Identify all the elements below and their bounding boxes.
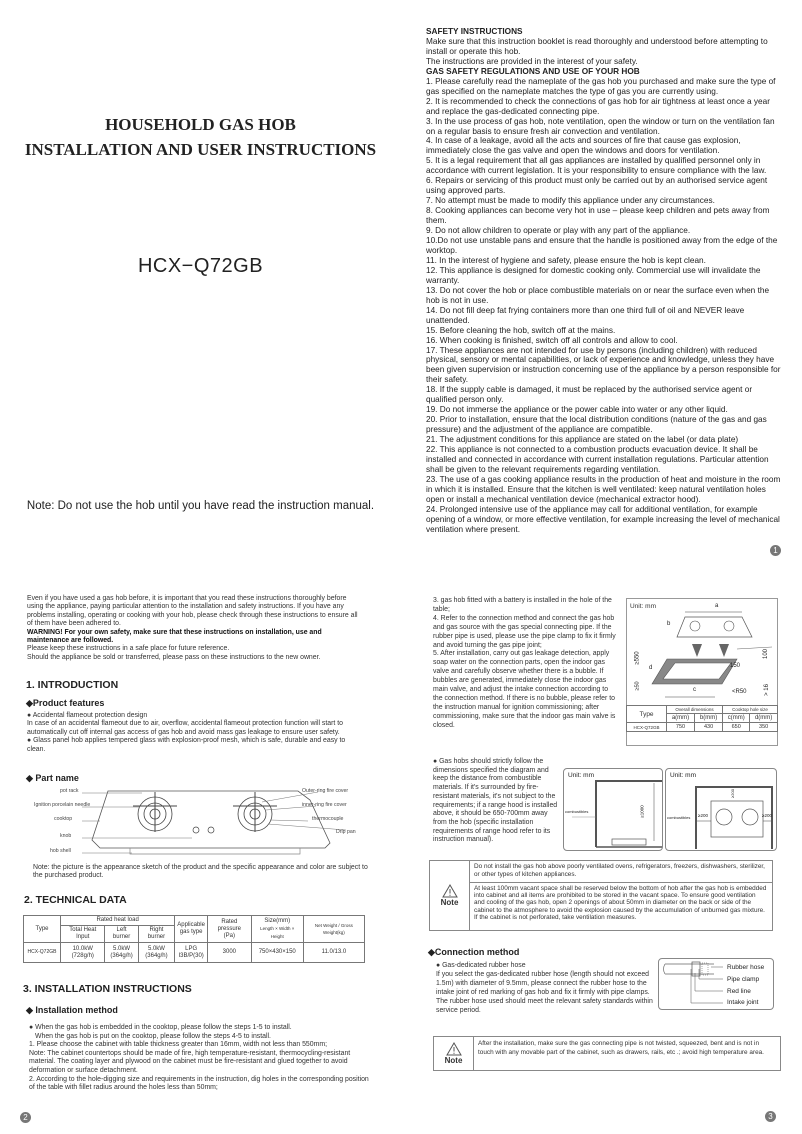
- dim-150: 150: [730, 663, 741, 669]
- connection-method-heading: ◆Connection method: [428, 947, 520, 957]
- connection-text: [436, 962, 661, 1015]
- safety-item: 21. The adjustment conditions for this appliance are stated on the label (or data plate): [426, 435, 739, 445]
- note-icon-cell: [430, 861, 470, 930]
- td-left: 5.0kW (364g/h): [105, 943, 138, 963]
- product-features: [27, 712, 362, 754]
- td-weight: 11.0/13.0: [303, 943, 364, 963]
- part-note: Note: the picture is the appearance sketch of the product and the specific appearance and color are subject to the purchased product.: [33, 864, 368, 880]
- td-pressure: 3000: [207, 943, 251, 963]
- safety-item: 6. Repairs or servicing of this product must only be carried out by an authorised service agent using approved parts.: [426, 176, 768, 196]
- install-step-4: 4. Refer to the connection method and connect the gas hob and gas source with the gas special connecting pipe. If the rubber pipe is used, please use the pipe clamp to fix it firmly and avoid turning the gas pipe joint;: [433, 614, 616, 649]
- safety-item: 14. Do not fill deep fat frying containers more than one third full of oil and NEVER leave unattended.: [426, 305, 745, 325]
- section-installation: 3. INSTALLATION INSTRUCTIONS: [23, 983, 192, 995]
- note2-icon-cell: [434, 1037, 474, 1070]
- dim-th-b: b(mm): [695, 714, 723, 723]
- safety-item: 19. Do not immerse the appliance or the power cable into water or any other liquid.: [426, 405, 728, 415]
- safety-heading: SAFETY INSTRUCTIONS: [426, 27, 523, 36]
- dim-td-d: 350: [750, 723, 778, 732]
- th-rated-heat: Rated heat load: [61, 916, 175, 926]
- safety-item: 1. Please carefully read the nameplate of the gas hob you purchased and make sure the type of gas specified on the nameplate matches the type of gas you are currently using.: [426, 76, 776, 96]
- warning-text: WARNING! For your own safety, make sure that these instructions on installation, use and maintenance are followed.: [27, 628, 322, 645]
- hob-part-diagram: [30, 788, 370, 860]
- th-right: Right burner: [138, 926, 175, 943]
- note-pipe: [433, 1036, 781, 1071]
- th-total: Total Heat Input: [61, 926, 105, 943]
- safety-item: 8. Cooking appliances can become very hot in use – please keep children and pets away from them.: [426, 206, 770, 226]
- safety-item: 5. It is a legal requirement that all gas appliances are installed by qualified personnel only in accordance with current legislation. It is your responsibility to ensure compliance with the law.: [426, 156, 767, 176]
- diag3-right: ≥200: [762, 813, 772, 818]
- install-bullet-1: ● When the gas hob is embedded in the cooktop, please follow the steps 1-5 to install.: [29, 1024, 292, 1031]
- safety-item: 24. Prolonged intensive use of the appliance may call for additional ventilation, for example opening of a window, or more effective ventilation, for example increasing the level of mechanical ventilation where present.: [426, 504, 780, 534]
- clearance-diagram-height: [563, 768, 663, 851]
- dim-td-a: 750: [667, 723, 695, 732]
- safety-item: 22. This appliance is not connected to a combustion products evacuation device. It shall be installed and connected in accordance with current installation regulations. Particular attention shall be given to the relevant requirements regarding ventilation.: [426, 445, 769, 474]
- hole-dimension-icon: [627, 599, 779, 705]
- th-pressure: Rated pressure (Pa): [207, 916, 251, 943]
- distance-text: ● Gas hobs should strictly follow the dimensions specified the diagram and keep the distance from combustible materials. If it's surrounded by fire-resistant materials, it's not subject to the requirements; if a range hood is installed above, it should be 650-700mm away from the hob (specific installation requirements of range hood refer to its instruction manual).: [433, 758, 558, 844]
- cover-title-line1: HOUSEHOLD GAS HOB: [105, 115, 296, 134]
- safety-item: 16. When cooking is finished, switch off all controls and allow to cool.: [426, 335, 678, 345]
- dim-td-b: 430: [695, 723, 723, 732]
- page-number-1: 1: [770, 545, 781, 556]
- diag3-unit: Unit: mm: [670, 772, 696, 779]
- warning-triangle-icon: [442, 884, 458, 898]
- note-ventilation: [429, 860, 773, 931]
- technical-data-table: [23, 915, 365, 963]
- connection-bullet: ● Gas-dedicated rubber hose: [436, 962, 526, 969]
- hob-sketch-icon: [30, 788, 370, 860]
- dimension-table: [626, 705, 778, 732]
- safety-item: 18. If the supply cable is damaged, it must be replaced by the authorised service agent or qualified person only.: [426, 385, 753, 405]
- td-size: 750×430×150: [251, 943, 303, 963]
- note2-text: After the installation, make sure the gas connecting pipe is not twisted, squeezed, bent and is not in touch with any movable part of the cabinet, such as drawers, rails, etc .; avoid high temperature area.: [478, 1040, 764, 1056]
- part-label-knob: knob: [60, 833, 72, 839]
- td-type: HCX-Q72GB: [24, 943, 61, 963]
- safety-instructions: [426, 27, 784, 535]
- th-size: Size(mm) Length × Width × Height: [251, 916, 303, 943]
- dim-td-type: HCX-Q72GB: [627, 723, 667, 732]
- section-introduction: 1. INTRODUCTION: [26, 679, 119, 691]
- td-right: 5.0kW (364g/h): [138, 943, 175, 963]
- page2-intro: [27, 595, 362, 662]
- dim-16: > 16: [763, 684, 770, 696]
- safety-item: 9. Do not allow children to operate or play with any part of the appliance.: [426, 226, 691, 236]
- feature-2: ● Glass panel hob applies tempered glass with explosion-proof mesh, which is safe, durable and easy to clean.: [27, 737, 346, 753]
- part-label-inner-ring: inner-ring fire cover: [302, 802, 347, 808]
- hose-label-pipe-clamp: Pipe clamp: [727, 976, 760, 983]
- th-left: Left burner: [105, 926, 138, 943]
- dimension-diagram: [626, 598, 778, 746]
- product-features-heading: ◆Product features: [26, 698, 105, 708]
- install-step-1-note: Note: The cabinet countertops should be made of fire, high temperature-resistant, thermocycling-resistant material. The coating layer and plywood on the cabinet must be fire-resistant and glued together to avoid deformation or surface detachment.: [29, 1049, 351, 1074]
- safety-item: 2. It is recommended to check the connections of gas hob for air tightness at least once a year and replace the gas-dedicated connecting pipe.: [426, 96, 770, 116]
- safety-item: 23. The use of a gas cooking appliance results in the production of heat and moisture in the room in which it is installed. Ensure that the kitchen is well ventilated: keep natural ventilation holes open or install a mechanical ventilation device (mechanical extractor hood).: [426, 474, 781, 504]
- dim-th-overall: Overall dimensions: [667, 706, 723, 714]
- diag2-unit: Unit: mm: [568, 772, 594, 779]
- td-gas: LPG I3B/P(30): [175, 943, 208, 963]
- clearance-sides-icon: [666, 769, 778, 852]
- install-bullet-2: When the gas hob is put on the cooktop, please follow the steps 4-5 to install.: [35, 1032, 271, 1040]
- connection-description: If you select the gas-dedicated rubber hose (length should not exceed 1.5m) with diameter of 9.5mm, please connect the rubber hose to the intake joint of red marking of gas hob and fix it firmly with pipe clamps. The rubber hose used should meet the relevant safety standards within service period.: [436, 970, 653, 1014]
- part-label-pot-rack: pot rack: [60, 788, 79, 794]
- dim-a: a: [715, 603, 719, 609]
- safety-intro-1: Make sure that this instruction booklet is read thoroughly and understood before attempting to install or operate this hob.: [426, 36, 768, 56]
- unit-label: Unit: mm: [630, 603, 656, 610]
- installation-steps: [29, 1024, 369, 1093]
- feature-1-text: In case of an accidental flameout due to air, overflow, accidental flameout protection function will start to automatically cut off internal gas access of gas hob and avoid mass gas leakage to ensure user safety.: [27, 720, 343, 736]
- safety-item: 11. In the interest of hygiene and safety, please ensure the hob is kept clean.: [426, 255, 706, 265]
- safety-item: 3. In the use process of gas hob, note ventilation, open the window or turn on the ventilation fan on a regular basis to ensure fresh air convection and ventilation.: [426, 116, 775, 136]
- install-steps-cont: [433, 597, 618, 731]
- model-number: HCX−Q72GB: [137, 255, 264, 277]
- safety-item: 20. Prior to installation, ensure that the local distribution conditions (nature of the gas and gas pressure) and the adjustment of the appliance are compatible.: [426, 415, 767, 435]
- part-label-hob-shell: hob shell: [50, 848, 71, 854]
- cover-title-line2: INSTALLATION AND USER INSTRUCTIONS: [24, 140, 377, 159]
- dim-th-a: a(mm): [667, 714, 695, 723]
- diag2-combustibles: combustibles: [565, 809, 589, 814]
- safety-item: 17. These appliances are not intended for use by persons (including children) with reduced physical, sensory or mental capabilities, or lack of experience and knowledge, unless they have been given supervision or instruction concerning use of the appliance by a person responsible for their safety.: [426, 345, 781, 385]
- intro-text: Even if you have used a gas hob before, it is important that you read these instructions thoroughly before using the appliance, paying particular attention to the installation and safety instructions. If you have any problems installing, operating or cooking with your hob, please check through these instructions to ensure all of them have been adhered to.: [27, 595, 358, 628]
- dim-100: 100: [763, 648, 770, 660]
- cover-note: Note: Do not use the hob until you have read the instruction manual.: [26, 500, 375, 512]
- diag3-left: ≥200: [698, 813, 708, 818]
- page-number-2: 2: [20, 1112, 31, 1123]
- part-label-outer-ring: Outer-ring fire cover: [302, 788, 349, 794]
- note-text-vacant-space: At least 100mm vacant space shall be reserved below the bottom of hob after the gas hob is embedded into cabinet and all items are prohibited to be stored in the vacant space. To ensure good ventilation and cooling of the gas hob, open 2 openings of about 50mm in diameter on the back or side of the cabinet to the atmosphere to avoid the explosion caused by the accumulation of unburned gas mixture. If the cabinet is not perforated, take ventilation measures.: [474, 885, 767, 921]
- safety-item: 15. Before cleaning the hob, switch off at the mains.: [426, 325, 616, 335]
- th-weight: Net Weight / Gross Weight(kg): [303, 916, 364, 943]
- hose-label-rubber-hose: Rubber hose: [727, 964, 765, 971]
- safety-intro-2: The instructions are provided in the interest of your safety.: [426, 56, 638, 66]
- hose-diagram: [658, 958, 774, 1010]
- part-name-heading: ◆ Part name: [26, 773, 79, 783]
- dim-550: ≥550: [634, 651, 641, 665]
- clearance-diagram-sides: [665, 768, 777, 851]
- dim-td-c: 650: [723, 723, 750, 732]
- hose-label-intake-joint: Intake joint: [727, 999, 759, 1006]
- section-technical-data: 2. TECHNICAL DATA: [24, 894, 127, 906]
- dim-th-d: d(mm): [750, 714, 778, 723]
- install-step-2: 2. According to the hole-digging size and requirements in the instruction, dig holes in the corresponding position of the table with fillet radius around the holes less than 50mm;: [29, 1075, 369, 1092]
- th-type: Type: [24, 916, 61, 943]
- note2-label: Note: [444, 1056, 463, 1065]
- dim-th-hole: Cooktop hole size: [723, 706, 778, 714]
- safety-item: 10.Do not use unstable pans and ensure that the handle is positioned away from the edge of the worktop.: [426, 236, 778, 255]
- dim-r50: <R50: [732, 689, 747, 695]
- hose-label-red-line: Red line: [727, 988, 751, 995]
- dim-c: c: [693, 687, 696, 693]
- dim-th-c: c(mm): [723, 714, 750, 723]
- installation-method-heading: ◆ Installation method: [26, 1005, 118, 1015]
- safety-item: 4. In case of a leakage, avoid all the acts and sources of fire that cause gas explosion, immediately close the gas valve and open the windows and doors for ventilation.: [426, 136, 741, 156]
- install-step-5: 5. After installation, carry out gas leakage detection, apply soap water on the connection parts, open the indoor gas valve and carefully observe whether there is a bubble. If bubbles are generated, immediately close the indoor gas main valve, and adjust the intake connection according to the connection method. If there is no bubble, please refer to the instruction manual for ignition commissioning; after commissioning, make sure that the indoor gas main valve is closed.: [433, 650, 616, 729]
- dim-th-type: Type: [627, 706, 667, 723]
- part-label-cooktop: cooktop: [54, 816, 73, 822]
- feature-1-title: ● Accidental flameout protection design: [27, 712, 148, 719]
- diag3-top: ≥200: [729, 789, 735, 798]
- note-label: Note: [440, 898, 459, 907]
- safety-item: 13. Do not cover the hob or place combustible materials on or near the surface even when the hob is not in use.: [426, 285, 770, 305]
- note-text-appliances: Do not install the gas hob above poorly ventilated ovens, refrigerators, freezers, dishwashers, sterilizer, or other types of kitchen appliances.: [470, 861, 772, 883]
- install-step-1: 1. Please choose the cabinet with table thickness greater than 16mm, width not less than 550mm;: [29, 1041, 327, 1049]
- page-number-3: 3: [765, 1111, 776, 1122]
- part-label-drip-pan: Drip pan: [336, 829, 356, 835]
- keep-text-1: Please keep these instructions in a safe place for future reference.: [27, 645, 230, 653]
- diag3-combustibles: combustibles: [667, 815, 691, 820]
- diag2-height: ≥1000: [639, 805, 645, 818]
- th-gas-type: Applicable gas type: [175, 916, 208, 943]
- dim-b: b: [667, 621, 671, 627]
- install-step-3: 3. gas hob fitted with a battery is installed in the hole of the table;: [433, 597, 612, 613]
- safety-item: 7. No attempt must be made to modify this appliance under any circumstances.: [426, 196, 715, 206]
- td-total: 10.0kW (728g/h): [61, 943, 105, 963]
- keep-text-2: Should the appliance be sold or transferred, please pass on these instructions to the new owner.: [27, 653, 321, 661]
- warning-triangle-icon: [446, 1042, 462, 1056]
- dim-d: d: [649, 665, 653, 671]
- part-label-ignition-needle: Ignition porcelain needle: [34, 802, 91, 808]
- safety-item: 12. This appliance is designed for domestic cooking only. Commercial use will invalidate the warranty.: [426, 265, 761, 285]
- safety-subheading: GAS SAFETY REGULATIONS AND USE OF YOUR HOB: [426, 66, 640, 76]
- part-label-thermocouple: thermocouple: [312, 816, 344, 822]
- dim-50: ≥50: [634, 681, 641, 691]
